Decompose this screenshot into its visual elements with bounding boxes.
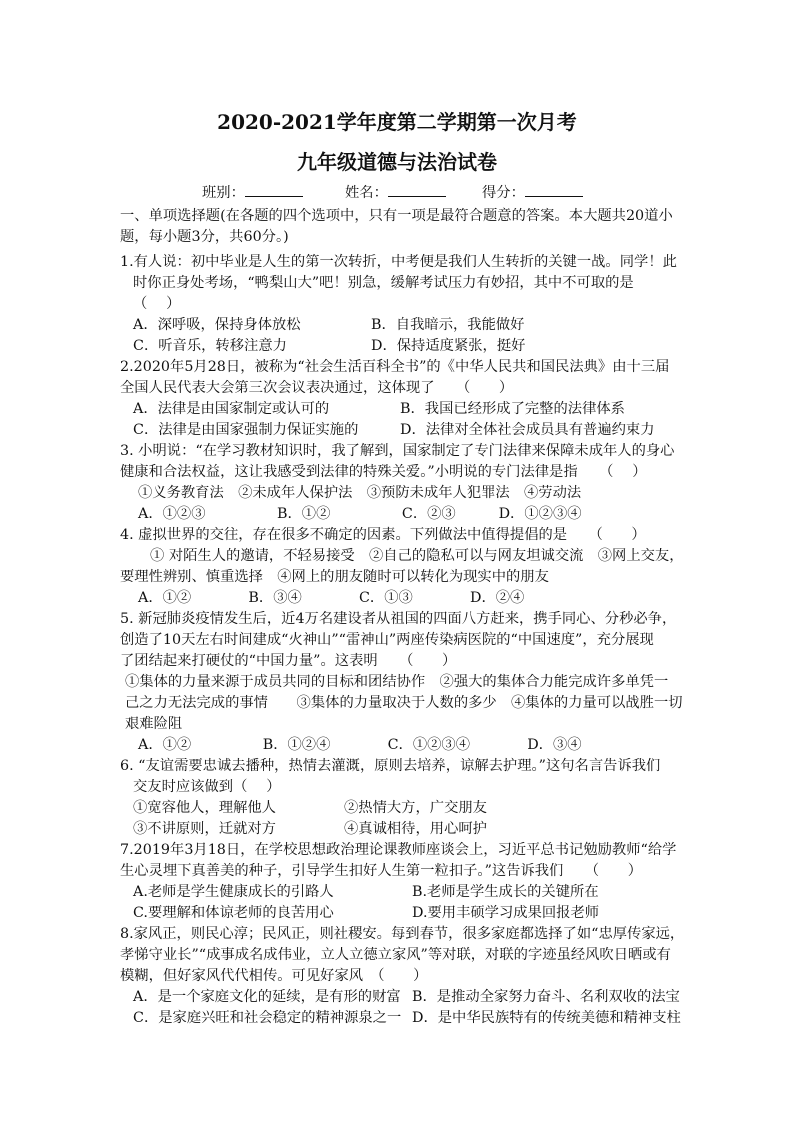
text-line: ②热情大方，广交朋友: [344, 800, 487, 816]
exam-subtitle: 九年级道德与法治试卷: [297, 150, 497, 174]
text-line: ①义务教育法 ②未成年人保护法 ③预防未成年人犯罪法 ④劳动法: [138, 485, 582, 501]
text-line: B．自我暗示，我能做好: [371, 317, 525, 333]
text-line: D.要用丰硕学习成果回报老师: [412, 905, 600, 921]
text-line: ④真诚相待，用心呵护: [344, 821, 487, 837]
text-line: 全国人民代表大会第三次会议表决通过，这体现了 （ ）: [120, 380, 514, 396]
text-line: 题，每小题3分，共60分。): [120, 229, 289, 245]
text-line: B．是推动全家努力奋斗、名利双收的法宝: [412, 989, 680, 1005]
text-line: C．听音乐，转移注意力: [133, 338, 287, 354]
text-line: ①集体的力量来源于成员共同的目标和团结协作 ②强大的集体合力能完成许多单凭一: [125, 674, 669, 690]
text-line: ① 对陌生人的邀请，不轻易接受 ②自己的隐私可以与网友坦诚交流 ③网上交友，: [150, 548, 684, 564]
text-line: B.老师是学生成长的关键所在: [412, 884, 599, 900]
score-field: [482, 182, 583, 203]
text-line: 生心灵埋下真善美的种子，引导学生扣好人生第一粒扣子。”这告诉我们 （ ）: [120, 863, 642, 879]
class-blank[interactable]: [245, 182, 303, 197]
class-field: [202, 182, 303, 203]
text-line: 模糊，但好家风代代相传。可见好家风 （ ）: [120, 968, 428, 984]
text-line: ③不讲原则，迁就对方: [133, 821, 276, 837]
text-line: 孝悌守业长”“成事成名成伟业，立人立德立家风”等对联，对联的字迹虽经风吹日晒或有: [120, 947, 671, 963]
text-line: 5. 新冠肺炎疫情发生后，近4万名建设者从祖国的四面八方赶来，携手同心、分秒必争，: [120, 611, 677, 627]
text-line: 3. 小明说：“在学习教材知识时，我了解到，国家制定了专门法律来保障未成年人的身心: [120, 443, 675, 459]
text-line: 了团结起来打硬仗的“中国力量”。这表明 （ ）: [120, 653, 457, 669]
text-line: （ ）: [133, 296, 181, 312]
text-line: 交友时应该做到（ ）: [133, 779, 281, 795]
text-line: 创造了10天左右时间建成“火神山”“雷神山”两座传染病医院的“中国速度”，充分展现: [120, 632, 654, 648]
text-line: A.老师是学生健康成长的引路人: [133, 884, 334, 900]
class-label: 班别：: [202, 185, 245, 201]
text-line: D．是中华民族特有的传统美德和精神支柱: [412, 1010, 681, 1026]
text-line: D．保持适度紧张，挺好: [371, 338, 526, 354]
text-line: A．①②③ B．①② C．②③ D．①②③④: [138, 506, 582, 522]
text-line: 8.家风正，则民心淳；民风正，则社稷安。每到春节，很多家庭都选择了如“忠厚传家远，: [120, 926, 685, 942]
score-label: 得分：: [482, 185, 525, 201]
text-line: D．法律对全体社会成员具有普遍约束力: [400, 422, 655, 438]
text-line: C．法律是由国家强制力保证实施的: [133, 422, 359, 438]
text-line: A．①② B．③④ C．①③ D．②④: [138, 590, 525, 606]
text-line: A．是一个家庭文化的延续，是有形的财富: [133, 989, 401, 1005]
text-line: A．法律是由国家制定或认可的: [133, 401, 330, 417]
text-line: A．深呼吸，保持身体放松: [133, 317, 301, 333]
text-line: B．我国已经形成了完整的法律体系: [400, 401, 625, 417]
text-line: 1.有人说：初中毕业是人生的第一次转折，中考便是我们人生转折的关键一战。同学！此: [120, 254, 677, 270]
text-line: 时你正身处考场，“鸭梨山大”吧！别急，缓解考试压力有妙招，其中不可取的是: [133, 275, 634, 291]
text-line: 要理性辨别、慎重选择 ④网上的朋友随时可以转化为现实中的朋友: [120, 569, 549, 585]
text-line: 一、单项选择题(在各题的四个选项中，只有一项是最符合题意的答案。本大题共20道小: [120, 208, 673, 224]
text-line: 2.2020年5月28日，被称为“社会生活百科全书”的《中华人民共和国民法典》由十三届: [120, 359, 670, 375]
text-line: 7.2019年3月18日，在学校思想政治理论课教师座谈会上，习近平总书记勉励教师“给学: [120, 842, 677, 858]
text-line: 艰难险阻: [125, 716, 183, 732]
name-blank[interactable]: [388, 182, 446, 197]
text-line: ①宽容他人，理解他人: [133, 800, 276, 816]
text-line: 4. 虚拟世界的交往，存在很多不确定的因素。下列做法中值得提倡的是 （ ）: [120, 527, 646, 543]
exam-title: 2020-2021学年度第二学期第一次月考: [217, 110, 577, 134]
name-field: [345, 182, 446, 203]
text-line: 健康和合法权益，这让我感受到法律的特殊关爱。”小明说的专门法律是指 （ ）: [120, 464, 647, 480]
text-line: C．是家庭兴旺和社会稳定的精神源泉之一: [133, 1010, 402, 1026]
text-line: C.要理解和体谅老师的良苦用心: [133, 905, 334, 921]
text-line: 己之力无法完成的事情 ③集体的力量取决于人数的多少 ④集体的力量可以战胜一切: [125, 695, 683, 711]
text-line: 6. “友谊需要忠诚去播种，热情去灌溉，原则去培养，谅解去护理。”这句名言告诉我们: [120, 758, 661, 774]
text-line: A．①② B．①②④ C．①②③④ D．③④: [138, 737, 582, 753]
name-label: 姓名：: [345, 185, 388, 201]
score-blank[interactable]: [525, 182, 583, 197]
